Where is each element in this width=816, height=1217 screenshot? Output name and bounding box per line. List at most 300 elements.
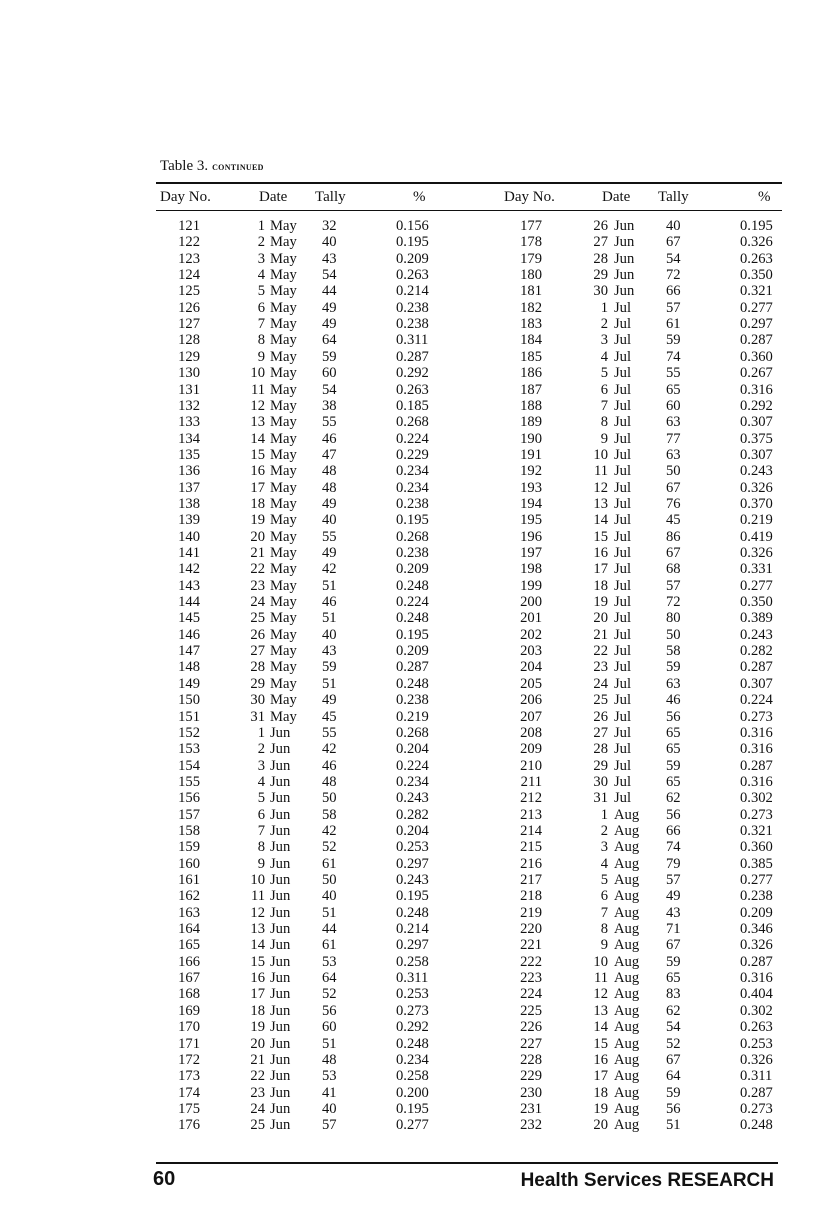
tally-cell: 76 bbox=[666, 495, 681, 512]
percent-cell: 0.253 bbox=[396, 839, 429, 856]
date-month-cell: May bbox=[270, 430, 297, 447]
table-row bbox=[0, 332, 816, 348]
percent-cell: 0.326 bbox=[740, 234, 773, 251]
table-row bbox=[0, 480, 816, 496]
percent-cell: 0.277 bbox=[396, 1117, 429, 1134]
date-day-cell: 30 bbox=[250, 692, 265, 709]
tally-cell: 57 bbox=[666, 299, 681, 316]
tally-cell: 74 bbox=[666, 348, 681, 365]
percent-cell: 0.292 bbox=[396, 365, 429, 382]
date-month-cell: Jun bbox=[270, 855, 291, 872]
table-row bbox=[0, 1068, 816, 1084]
date-day-cell: 29 bbox=[250, 675, 265, 692]
date-month-cell: Jun bbox=[614, 250, 635, 267]
date-month-cell: May bbox=[270, 708, 297, 725]
tally-cell: 46 bbox=[322, 757, 337, 774]
day-number-cell: 175 bbox=[178, 1100, 200, 1117]
table-row bbox=[0, 725, 816, 741]
date-day-cell: 5 bbox=[600, 365, 608, 382]
date-month-cell: May bbox=[270, 365, 297, 382]
day-number-cell: 181 bbox=[520, 283, 542, 300]
day-number-cell: 193 bbox=[520, 479, 542, 496]
tally-cell: 64 bbox=[666, 1068, 681, 1085]
table-row bbox=[0, 627, 816, 643]
day-number-cell: 213 bbox=[520, 806, 542, 823]
date-day-cell: 4 bbox=[600, 348, 608, 365]
date-month-cell: May bbox=[270, 316, 297, 333]
percent-cell: 0.258 bbox=[396, 1068, 429, 1085]
day-number-cell: 231 bbox=[520, 1100, 542, 1117]
date-month-cell: Jun bbox=[270, 1100, 291, 1117]
date-month-cell: May bbox=[270, 675, 297, 692]
percent-cell: 0.370 bbox=[740, 495, 773, 512]
date-day-cell: 9 bbox=[600, 937, 608, 954]
tally-cell: 59 bbox=[666, 953, 681, 970]
tally-cell: 58 bbox=[322, 806, 337, 823]
percent-cell: 0.297 bbox=[396, 855, 429, 872]
date-day-cell: 6 bbox=[257, 299, 265, 316]
day-number-cell: 169 bbox=[178, 1002, 200, 1019]
percent-cell: 0.185 bbox=[396, 397, 429, 414]
top-rule bbox=[156, 182, 782, 184]
percent-cell: 0.287 bbox=[396, 348, 429, 365]
date-day-cell: 12 bbox=[593, 986, 608, 1003]
percent-cell: 0.311 bbox=[740, 1068, 773, 1085]
date-month-cell: May bbox=[270, 299, 297, 316]
tally-cell: 51 bbox=[322, 904, 337, 921]
percent-cell: 0.375 bbox=[740, 430, 773, 447]
date-month-cell: Jul bbox=[614, 561, 632, 578]
date-month-cell: Jul bbox=[614, 348, 632, 365]
date-day-cell: 26 bbox=[250, 626, 265, 643]
percent-cell: 0.302 bbox=[740, 790, 773, 807]
date-month-cell: May bbox=[270, 577, 297, 594]
table-row bbox=[0, 741, 816, 757]
date-month-cell: May bbox=[270, 626, 297, 643]
tally-cell: 49 bbox=[322, 495, 337, 512]
day-number-cell: 155 bbox=[178, 773, 200, 790]
date-month-cell: Jul bbox=[614, 414, 632, 431]
page-number: 60 bbox=[153, 1168, 176, 1190]
tally-cell: 54 bbox=[322, 267, 337, 284]
date-month-cell: Jul bbox=[614, 365, 632, 382]
date-day-cell: 17 bbox=[250, 986, 265, 1003]
tally-cell: 63 bbox=[666, 675, 681, 692]
percent-cell: 0.326 bbox=[740, 479, 773, 496]
tally-cell: 42 bbox=[322, 561, 337, 578]
percent-cell: 0.268 bbox=[396, 528, 429, 545]
day-number-cell: 224 bbox=[520, 986, 542, 1003]
day-number-cell: 223 bbox=[520, 970, 542, 987]
tally-cell: 80 bbox=[666, 610, 681, 627]
tally-cell: 64 bbox=[322, 332, 337, 349]
tally-cell: 67 bbox=[666, 234, 681, 251]
table-row bbox=[0, 986, 816, 1002]
percent-cell: 0.316 bbox=[740, 741, 773, 758]
tally-cell: 32 bbox=[322, 218, 337, 234]
date-month-cell: May bbox=[270, 610, 297, 627]
table-row bbox=[0, 349, 816, 365]
day-number-cell: 162 bbox=[178, 888, 200, 905]
day-number-cell: 173 bbox=[178, 1068, 200, 1085]
date-day-cell: 5 bbox=[600, 872, 608, 888]
date-day-cell: 8 bbox=[600, 414, 608, 431]
table-row bbox=[0, 823, 816, 839]
tally-cell: 40 bbox=[322, 1100, 337, 1117]
tally-cell: 67 bbox=[666, 479, 681, 496]
day-number-cell: 230 bbox=[520, 1084, 542, 1101]
percent-cell: 0.243 bbox=[396, 790, 429, 807]
tally-cell: 53 bbox=[322, 1068, 337, 1085]
tally-cell: 42 bbox=[322, 822, 337, 839]
day-number-cell: 141 bbox=[178, 545, 200, 561]
day-number-cell: 165 bbox=[178, 937, 200, 954]
table-row bbox=[0, 382, 816, 398]
percent-cell: 0.204 bbox=[396, 822, 429, 839]
date-day-cell: 3 bbox=[257, 250, 265, 267]
date-month-cell: Jul bbox=[614, 381, 632, 398]
table-row bbox=[0, 431, 816, 447]
tally-cell: 61 bbox=[322, 855, 337, 872]
date-day-cell: 1 bbox=[600, 299, 608, 316]
percent-cell: 0.209 bbox=[740, 904, 773, 921]
date-day-cell: 12 bbox=[250, 397, 265, 414]
day-number-cell: 187 bbox=[520, 381, 542, 398]
date-month-cell: May bbox=[270, 463, 297, 480]
date-day-cell: 18 bbox=[250, 1002, 265, 1019]
table-row bbox=[0, 676, 816, 692]
date-day-cell: 7 bbox=[600, 904, 608, 921]
percent-cell: 0.238 bbox=[396, 545, 429, 561]
tally-cell: 45 bbox=[322, 708, 337, 725]
date-day-cell: 22 bbox=[250, 1068, 265, 1085]
date-day-cell: 13 bbox=[593, 1002, 608, 1019]
date-day-cell: 17 bbox=[593, 1068, 608, 1085]
date-day-cell: 7 bbox=[257, 822, 265, 839]
date-day-cell: 10 bbox=[250, 365, 265, 382]
date-month-cell: Jun bbox=[270, 822, 291, 839]
day-number-cell: 205 bbox=[520, 675, 542, 692]
day-number-cell: 154 bbox=[178, 757, 200, 774]
tally-cell: 62 bbox=[666, 1002, 681, 1019]
day-number-cell: 135 bbox=[178, 446, 200, 463]
date-month-cell: Aug bbox=[614, 1002, 640, 1019]
date-month-cell: Jun bbox=[270, 1035, 291, 1052]
percent-cell: 0.253 bbox=[740, 1035, 773, 1052]
percent-cell: 0.277 bbox=[740, 299, 773, 316]
date-day-cell: 13 bbox=[250, 414, 265, 431]
tally-cell: 44 bbox=[322, 283, 337, 300]
day-number-cell: 166 bbox=[178, 953, 200, 970]
percent-cell: 0.404 bbox=[740, 986, 773, 1003]
date-day-cell: 4 bbox=[257, 267, 265, 284]
date-month-cell: Jul bbox=[614, 479, 632, 496]
tally-cell: 48 bbox=[322, 1051, 337, 1068]
day-number-cell: 221 bbox=[520, 937, 542, 954]
date-day-cell: 15 bbox=[593, 1035, 608, 1052]
day-number-cell: 167 bbox=[178, 970, 200, 987]
date-month-cell: Jun bbox=[614, 283, 635, 300]
tally-cell: 40 bbox=[322, 888, 337, 905]
date-month-cell: Jun bbox=[270, 1117, 291, 1134]
day-number-cell: 229 bbox=[520, 1068, 542, 1085]
date-month-cell: Aug bbox=[614, 953, 640, 970]
date-day-cell: 9 bbox=[257, 348, 265, 365]
day-number-cell: 200 bbox=[520, 594, 542, 611]
percent-cell: 0.350 bbox=[740, 267, 773, 284]
date-day-cell: 3 bbox=[257, 757, 265, 774]
day-number-cell: 182 bbox=[520, 299, 542, 316]
day-number-cell: 131 bbox=[178, 381, 200, 398]
percent-cell: 0.234 bbox=[396, 1051, 429, 1068]
percent-cell: 0.287 bbox=[740, 757, 773, 774]
date-day-cell: 6 bbox=[257, 806, 265, 823]
percent-cell: 0.316 bbox=[740, 381, 773, 398]
tally-cell: 56 bbox=[322, 1002, 337, 1019]
table-row bbox=[0, 594, 816, 610]
tally-cell: 57 bbox=[666, 577, 681, 594]
tally-cell: 56 bbox=[666, 708, 681, 725]
percent-cell: 0.316 bbox=[740, 773, 773, 790]
tally-cell: 49 bbox=[322, 299, 337, 316]
day-number-cell: 211 bbox=[520, 773, 542, 790]
day-number-cell: 204 bbox=[520, 659, 542, 676]
date-day-cell: 10 bbox=[593, 953, 608, 970]
day-number-cell: 147 bbox=[178, 643, 200, 660]
percent-cell: 0.268 bbox=[396, 724, 429, 741]
day-number-cell: 152 bbox=[178, 724, 200, 741]
date-day-cell: 20 bbox=[250, 1035, 265, 1052]
day-number-cell: 171 bbox=[178, 1035, 200, 1052]
tally-cell: 59 bbox=[666, 757, 681, 774]
tally-cell: 46 bbox=[322, 594, 337, 611]
day-number-cell: 149 bbox=[178, 675, 200, 692]
percent-cell: 0.219 bbox=[396, 708, 429, 725]
day-number-cell: 227 bbox=[520, 1035, 542, 1052]
date-day-cell: 14 bbox=[250, 937, 265, 954]
date-day-cell: 30 bbox=[593, 283, 608, 300]
date-month-cell: Jun bbox=[270, 757, 291, 774]
day-number-cell: 218 bbox=[520, 888, 542, 905]
date-day-cell: 22 bbox=[593, 643, 608, 660]
tally-cell: 43 bbox=[666, 904, 681, 921]
percent-cell: 0.287 bbox=[740, 659, 773, 676]
date-month-cell: Jul bbox=[614, 675, 632, 692]
day-number-cell: 130 bbox=[178, 365, 200, 382]
date-day-cell: 2 bbox=[600, 822, 608, 839]
day-number-cell: 185 bbox=[520, 348, 542, 365]
percent-cell: 0.346 bbox=[740, 921, 773, 938]
date-month-cell: Jun bbox=[270, 904, 291, 921]
date-month-cell: May bbox=[270, 348, 297, 365]
tally-cell: 46 bbox=[322, 430, 337, 447]
table-row bbox=[0, 251, 816, 267]
date-day-cell: 11 bbox=[593, 463, 608, 480]
day-number-cell: 184 bbox=[520, 332, 542, 349]
date-month-cell: Jun bbox=[270, 806, 291, 823]
percent-cell: 0.248 bbox=[396, 904, 429, 921]
date-month-cell: Jun bbox=[270, 921, 291, 938]
day-number-cell: 189 bbox=[520, 414, 542, 431]
day-number-cell: 212 bbox=[520, 790, 542, 807]
tally-cell: 48 bbox=[322, 773, 337, 790]
day-number-cell: 128 bbox=[178, 332, 200, 349]
percent-cell: 0.214 bbox=[396, 921, 429, 938]
date-day-cell: 22 bbox=[250, 561, 265, 578]
header-rule bbox=[156, 210, 782, 211]
date-month-cell: Jul bbox=[614, 299, 632, 316]
date-day-cell: 26 bbox=[593, 708, 608, 725]
day-number-cell: 179 bbox=[520, 250, 542, 267]
table-row bbox=[0, 610, 816, 626]
date-day-cell: 4 bbox=[257, 773, 265, 790]
day-number-cell: 170 bbox=[178, 1019, 200, 1036]
day-number-cell: 217 bbox=[520, 872, 542, 888]
date-day-cell: 28 bbox=[593, 250, 608, 267]
percent-cell: 0.243 bbox=[396, 872, 429, 888]
day-number-cell: 122 bbox=[178, 234, 200, 251]
tally-cell: 55 bbox=[322, 724, 337, 741]
date-month-cell: Jul bbox=[614, 741, 632, 758]
day-number-cell: 153 bbox=[178, 741, 200, 758]
date-day-cell: 9 bbox=[257, 855, 265, 872]
tally-cell: 83 bbox=[666, 986, 681, 1003]
date-month-cell: Aug bbox=[614, 1051, 640, 1068]
tally-cell: 86 bbox=[666, 528, 681, 545]
table-row bbox=[0, 283, 816, 299]
date-month-cell: May bbox=[270, 332, 297, 349]
date-month-cell: Aug bbox=[614, 986, 640, 1003]
table-row bbox=[0, 1117, 816, 1133]
date-day-cell: 8 bbox=[257, 839, 265, 856]
tally-cell: 63 bbox=[666, 414, 681, 431]
percent-cell: 0.263 bbox=[396, 267, 429, 284]
date-month-cell: May bbox=[270, 234, 297, 251]
day-number-cell: 126 bbox=[178, 299, 200, 316]
date-day-cell: 14 bbox=[593, 512, 608, 529]
date-day-cell: 24 bbox=[250, 1100, 265, 1117]
percent-cell: 0.385 bbox=[740, 855, 773, 872]
day-number-cell: 216 bbox=[520, 855, 542, 872]
percent-cell: 0.214 bbox=[396, 283, 429, 300]
date-day-cell: 13 bbox=[593, 495, 608, 512]
tally-cell: 79 bbox=[666, 855, 681, 872]
tally-cell: 43 bbox=[322, 250, 337, 267]
percent-cell: 0.292 bbox=[396, 1019, 429, 1036]
table-row bbox=[0, 1003, 816, 1019]
tally-cell: 60 bbox=[666, 397, 681, 414]
date-month-cell: Jul bbox=[614, 790, 632, 807]
date-day-cell: 17 bbox=[593, 561, 608, 578]
day-number-cell: 228 bbox=[520, 1051, 542, 1068]
day-number-cell: 138 bbox=[178, 495, 200, 512]
percent-cell: 0.307 bbox=[740, 446, 773, 463]
tally-cell: 59 bbox=[322, 659, 337, 676]
table-row bbox=[0, 529, 816, 545]
date-month-cell: Aug bbox=[614, 855, 640, 872]
percent-cell: 0.195 bbox=[396, 626, 429, 643]
percent-cell: 0.292 bbox=[740, 397, 773, 414]
percent-cell: 0.273 bbox=[740, 1100, 773, 1117]
day-number-cell: 225 bbox=[520, 1002, 542, 1019]
tally-cell: 72 bbox=[666, 267, 681, 284]
date-month-cell: Jul bbox=[614, 463, 632, 480]
date-day-cell: 6 bbox=[600, 381, 608, 398]
tally-cell: 56 bbox=[666, 1100, 681, 1117]
header-date-left: Date bbox=[259, 189, 288, 205]
date-day-cell: 27 bbox=[250, 643, 265, 660]
percent-cell: 0.273 bbox=[396, 1002, 429, 1019]
tally-cell: 51 bbox=[322, 610, 337, 627]
percent-cell: 0.248 bbox=[396, 1035, 429, 1052]
percent-cell: 0.268 bbox=[396, 414, 429, 431]
tally-cell: 59 bbox=[666, 1084, 681, 1101]
date-day-cell: 4 bbox=[600, 855, 608, 872]
date-month-cell: Aug bbox=[614, 888, 640, 905]
percent-cell: 0.419 bbox=[740, 528, 773, 545]
percent-cell: 0.209 bbox=[396, 250, 429, 267]
table-row bbox=[0, 790, 816, 806]
percent-cell: 0.234 bbox=[396, 463, 429, 480]
day-number-cell: 206 bbox=[520, 692, 542, 709]
date-day-cell: 10 bbox=[250, 872, 265, 888]
tally-cell: 60 bbox=[322, 365, 337, 382]
date-month-cell: May bbox=[270, 643, 297, 660]
day-number-cell: 129 bbox=[178, 348, 200, 365]
percent-cell: 0.277 bbox=[740, 577, 773, 594]
date-month-cell: Jun bbox=[270, 1019, 291, 1036]
tally-cell: 64 bbox=[322, 970, 337, 987]
date-month-cell: May bbox=[270, 594, 297, 611]
tally-cell: 45 bbox=[666, 512, 681, 529]
day-number-cell: 194 bbox=[520, 495, 542, 512]
date-month-cell: Jul bbox=[614, 708, 632, 725]
day-number-cell: 132 bbox=[178, 397, 200, 414]
percent-cell: 0.263 bbox=[740, 1019, 773, 1036]
date-day-cell: 19 bbox=[250, 1019, 265, 1036]
table-row bbox=[0, 709, 816, 725]
table-row bbox=[0, 1019, 816, 1035]
journal-title: Health Services RESEARCH bbox=[520, 1170, 774, 1191]
table-row bbox=[0, 365, 816, 381]
day-number-cell: 146 bbox=[178, 626, 200, 643]
percent-cell: 0.195 bbox=[396, 512, 429, 529]
tally-cell: 66 bbox=[666, 283, 681, 300]
date-month-cell: Jun bbox=[270, 839, 291, 856]
percent-cell: 0.277 bbox=[740, 872, 773, 888]
percent-cell: 0.263 bbox=[396, 381, 429, 398]
date-day-cell: 13 bbox=[250, 921, 265, 938]
tally-cell: 48 bbox=[322, 479, 337, 496]
date-day-cell: 21 bbox=[593, 626, 608, 643]
tally-cell: 47 bbox=[322, 446, 337, 463]
date-day-cell: 15 bbox=[250, 446, 265, 463]
tally-cell: 65 bbox=[666, 741, 681, 758]
date-day-cell: 9 bbox=[600, 430, 608, 447]
tally-cell: 65 bbox=[666, 970, 681, 987]
date-day-cell: 3 bbox=[600, 839, 608, 856]
table-row bbox=[0, 545, 816, 561]
day-number-cell: 199 bbox=[520, 577, 542, 594]
date-month-cell: Aug bbox=[614, 1084, 640, 1101]
tally-cell: 49 bbox=[322, 545, 337, 561]
percent-cell: 0.267 bbox=[740, 365, 773, 382]
date-day-cell: 5 bbox=[257, 283, 265, 300]
date-month-cell: Aug bbox=[614, 921, 640, 938]
percent-cell: 0.287 bbox=[396, 659, 429, 676]
date-day-cell: 15 bbox=[250, 953, 265, 970]
date-day-cell: 11 bbox=[250, 381, 265, 398]
